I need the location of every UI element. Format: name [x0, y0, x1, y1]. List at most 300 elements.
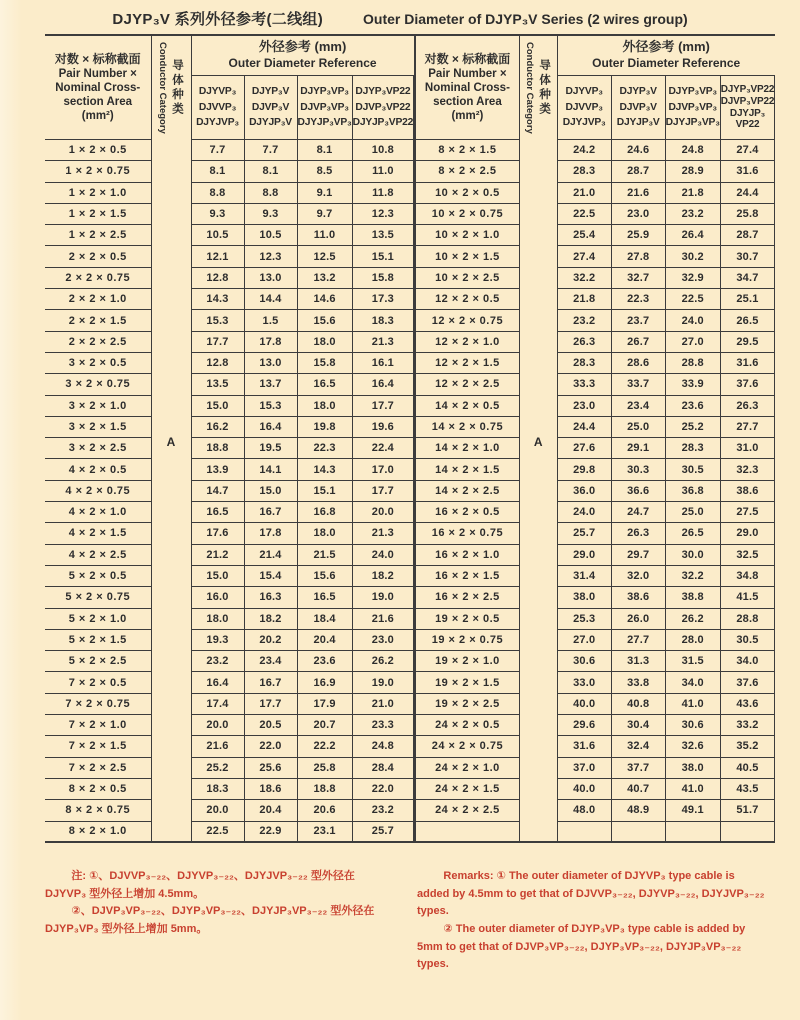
- diameter-value: 25.7: [352, 821, 414, 842]
- diameter-value: 24.0: [665, 310, 720, 331]
- diameter-value: 19.6: [352, 416, 414, 437]
- diameter-value: 20.6: [297, 800, 352, 821]
- diameter-value: 29.7: [611, 544, 665, 565]
- model-name: DJYJP₃V: [616, 117, 660, 129]
- diameter-value: 32.7: [611, 267, 665, 288]
- table-row: [45, 608, 414, 629]
- row-label: 14 × 2 × 1.0: [415, 438, 519, 459]
- conductor-header: [519, 35, 557, 140]
- diameter-value: 7.7: [244, 140, 297, 161]
- diameter-value: 23.2: [352, 800, 414, 821]
- diameter-value: 25.8: [297, 757, 352, 778]
- diameter-value: 25.7: [557, 523, 611, 544]
- diameter-value: 28.8: [720, 608, 774, 629]
- diameter-value: 20.5: [244, 715, 297, 736]
- diameter-value: 17.4: [191, 693, 244, 714]
- diameter-value: 23.7: [611, 310, 665, 331]
- row-label: 7 × 2 × 1.5: [45, 736, 151, 757]
- conductor-header-en: Conductor Category: [157, 41, 168, 134]
- table-row: [415, 246, 775, 267]
- diameter-value: 16.4: [352, 374, 414, 395]
- diameter-value: 24.0: [557, 502, 611, 523]
- footnotes: [45, 868, 800, 974]
- row-label: 12 × 2 × 0.75: [415, 310, 519, 331]
- diameter-value: 14.1: [244, 459, 297, 480]
- diameter-value: 21.3: [352, 523, 414, 544]
- model-name: DJYJP₃: [729, 107, 766, 119]
- diameter-value: 23.0: [557, 395, 611, 416]
- conductor-header-en: Conductor Category: [524, 41, 536, 134]
- diameter-value: 31.5: [665, 651, 720, 672]
- table-row: [415, 672, 775, 693]
- diameter-value: 9.3: [244, 203, 297, 224]
- diameter-group-header-en: Outer Diameter Reference: [592, 56, 741, 71]
- diameter-value: 33.7: [611, 374, 665, 395]
- diameter-value: 41.0: [665, 693, 720, 714]
- diameter-value: 40.0: [557, 693, 611, 714]
- diameter-value: 38.6: [611, 587, 665, 608]
- table-row: [415, 736, 775, 757]
- diameter-value: 16.8: [297, 502, 352, 523]
- diameter-value: 26.7: [611, 331, 665, 352]
- diameter-group-header: [191, 35, 414, 76]
- diameter-value: 21.6: [191, 736, 244, 757]
- diameter-value: 15.1: [297, 480, 352, 501]
- diameter-value: 48.9: [611, 800, 665, 821]
- diameter-value: 7.7: [191, 140, 244, 161]
- model-name: DJYJP₃VP₃: [297, 117, 352, 129]
- diameter-value: 30.7: [720, 246, 774, 267]
- table-row: [45, 416, 414, 437]
- table-row: [415, 225, 775, 246]
- model-name: DJYJVP₃: [196, 117, 239, 129]
- conductor-header-zh: 导体种类: [171, 58, 183, 117]
- diameter-value: 36.0: [557, 480, 611, 501]
- row-label: 24 × 2 × 0.5: [415, 715, 519, 736]
- diameter-value: 21.8: [665, 182, 720, 203]
- diameter-value: 23.6: [665, 395, 720, 416]
- row-label: 2 × 2 × 1.5: [45, 310, 151, 331]
- diameter-value: 19.8: [297, 416, 352, 437]
- table-row: [415, 395, 775, 416]
- table-row: [45, 502, 414, 523]
- diameter-value: 27.5: [720, 502, 774, 523]
- diameter-value: 16.2: [191, 416, 244, 437]
- table-body-left: [45, 140, 414, 843]
- table-row: [415, 140, 775, 161]
- diameter-value: 13.9: [191, 459, 244, 480]
- row-label: 3 × 2 × 2.5: [45, 438, 151, 459]
- diameter-value: 28.9: [665, 161, 720, 182]
- diameter-value: 36.8: [665, 480, 720, 501]
- diameter-value: 18.2: [352, 565, 414, 586]
- diameter-value: 15.3: [244, 395, 297, 416]
- row-label: 7 × 2 × 2.5: [45, 757, 151, 778]
- table-row: [415, 267, 775, 288]
- diameter-value: 41.0: [665, 778, 720, 799]
- table-body-right: [415, 140, 775, 843]
- model-header-cell: [297, 76, 352, 140]
- row-label: 16 × 2 × 1.0: [415, 544, 519, 565]
- diameter-value: 27.0: [665, 331, 720, 352]
- table-row: [415, 352, 775, 373]
- diameter-value: 22.9: [244, 821, 297, 842]
- diameter-value: 22.3: [611, 289, 665, 310]
- row-label: 7 × 2 × 0.75: [45, 693, 151, 714]
- pair-header-en-line: Pair Number ×: [428, 67, 507, 80]
- row-label: 4 × 2 × 1.0: [45, 502, 151, 523]
- table-row: [45, 203, 414, 224]
- diameter-value: 51.7: [720, 800, 774, 821]
- row-label: 3 × 2 × 0.75: [45, 374, 151, 395]
- table-row: [415, 800, 775, 821]
- diameter-value: 41.5: [720, 587, 774, 608]
- diameter-value: 17.3: [352, 289, 414, 310]
- diameter-value: 12.1: [191, 246, 244, 267]
- diameter-value: 24.7: [611, 502, 665, 523]
- diameter-value: 11.0: [352, 161, 414, 182]
- diameter-value: 14.6: [297, 289, 352, 310]
- row-label: 5 × 2 × 1.5: [45, 629, 151, 650]
- diameter-value: 13.7: [244, 374, 297, 395]
- diameter-value: 28.4: [352, 757, 414, 778]
- diameter-value: 32.4: [611, 736, 665, 757]
- diameter-value: 29.6: [557, 715, 611, 736]
- row-label: 3 × 2 × 0.5: [45, 352, 151, 373]
- diameter-value: 40.7: [611, 778, 665, 799]
- diameter-value: 33.2: [720, 715, 774, 736]
- table-row: [45, 459, 414, 480]
- diameter-value: 21.8: [557, 289, 611, 310]
- row-label: 2 × 2 × 0.75: [45, 267, 151, 288]
- diameter-value: 37.6: [720, 672, 774, 693]
- pair-header-en-line: Nominal Cross-: [55, 81, 141, 94]
- row-label: 5 × 2 × 0.75: [45, 587, 151, 608]
- table-row: [415, 182, 775, 203]
- diameter-value: 8.1: [244, 161, 297, 182]
- diameter-value: 28.0: [665, 629, 720, 650]
- row-label: 4 × 2 × 2.5: [45, 544, 151, 565]
- model-name: DJYP₃VP₃: [300, 85, 349, 97]
- table-row: [45, 523, 414, 544]
- pair-header-en-line: section Area: [433, 95, 502, 108]
- diameter-value: 29.0: [720, 523, 774, 544]
- diameter-value: 23.4: [244, 651, 297, 672]
- diameter-value: 23.4: [611, 395, 665, 416]
- pair-header-en-line: section Area: [63, 95, 133, 108]
- diameter-value: 22.5: [557, 203, 611, 224]
- diameter-value: 40.5: [720, 757, 774, 778]
- diameter-value: [665, 821, 720, 842]
- table-row: [415, 821, 775, 842]
- model-name: DJYVP₃: [198, 85, 237, 97]
- diameter-value: 23.2: [665, 203, 720, 224]
- diameter-value: 27.7: [720, 416, 774, 437]
- diameter-value: 10.5: [244, 225, 297, 246]
- table-row: [415, 629, 775, 650]
- note-paragraph: Remarks: ① The outer diameter of DJYVP₃ type cable is added by 4.5mm to get that of DJVVP₃₋₂₂, DJYVP₃₋₂₂, DJYJVP₃₋₂₂ types.: [417, 870, 765, 918]
- diameter-value: 26.3: [557, 331, 611, 352]
- diameter-value: 15.0: [191, 565, 244, 586]
- diameter-value: 20.4: [297, 629, 352, 650]
- model-header-cell: [611, 76, 665, 140]
- table-row: [415, 757, 775, 778]
- table-row: [415, 693, 775, 714]
- conductor-header: [151, 35, 191, 140]
- diameter-value: 24.2: [557, 140, 611, 161]
- row-label: 12 × 2 × 0.5: [415, 289, 519, 310]
- table-row: [415, 459, 775, 480]
- diameter-value: 26.3: [720, 395, 774, 416]
- diameter-value: 17.8: [244, 331, 297, 352]
- diameter-tables: [45, 34, 800, 843]
- pair-header-en-line: Pair Number ×: [58, 67, 137, 80]
- row-label: 1 × 2 × 2.5: [45, 225, 151, 246]
- diameter-value: 19.5: [244, 438, 297, 459]
- pair-header-zh: 对数 × 标称截面: [424, 52, 511, 67]
- diameter-value: 22.4: [352, 438, 414, 459]
- diameter-value: 17.7: [352, 395, 414, 416]
- model-header-cell: [557, 76, 611, 140]
- diameter-group-header-en: Outer Diameter Reference: [228, 56, 377, 71]
- table-row: [45, 480, 414, 501]
- diameter-value: 34.8: [720, 565, 774, 586]
- table-row: [45, 778, 414, 799]
- diameter-value: 26.4: [665, 225, 720, 246]
- diameter-value: 28.3: [665, 438, 720, 459]
- row-label: 10 × 2 × 1.5: [415, 246, 519, 267]
- diameter-value: 11.0: [297, 225, 352, 246]
- diameter-value: 18.0: [191, 608, 244, 629]
- diameter-value: 1.5: [244, 310, 297, 331]
- diameter-value: 16.4: [191, 672, 244, 693]
- diameter-value: 18.2: [244, 608, 297, 629]
- diameter-value: 37.0: [557, 757, 611, 778]
- table-row: [45, 352, 414, 373]
- table-row: [45, 821, 414, 842]
- model-name: DJYP₃VP22: [355, 85, 411, 97]
- diameter-value: 15.6: [297, 310, 352, 331]
- table-row: [415, 310, 775, 331]
- diameter-value: 30.5: [720, 629, 774, 650]
- diameter-value: 18.3: [191, 778, 244, 799]
- model-name: DJYP₃V: [251, 85, 290, 97]
- table-row: [45, 310, 414, 331]
- table-row: [415, 715, 775, 736]
- diameter-value: 17.6: [191, 523, 244, 544]
- diameter-value: 25.0: [665, 502, 720, 523]
- diameter-value: 20.0: [191, 715, 244, 736]
- row-label: 2 × 2 × 1.0: [45, 289, 151, 310]
- table-row: [45, 544, 414, 565]
- diameter-value: 21.5: [297, 544, 352, 565]
- model-name: DJYJP₃VP₃: [665, 117, 720, 129]
- table-row: [45, 182, 414, 203]
- row-label: 12 × 2 × 2.5: [415, 374, 519, 395]
- row-label: 16 × 2 × 1.5: [415, 565, 519, 586]
- diameter-value: 23.1: [297, 821, 352, 842]
- diameter-value: 27.4: [557, 246, 611, 267]
- page-title-en: Outer Diameter of DJYP₃V Series (2 wires group): [363, 11, 688, 27]
- diameter-value: 27.6: [557, 438, 611, 459]
- pair-header: [415, 35, 519, 140]
- row-label: 19 × 2 × 0.5: [415, 608, 519, 629]
- diameter-value: 21.3: [352, 331, 414, 352]
- diameter-value: 14.3: [191, 289, 244, 310]
- diameter-value: 25.6: [244, 757, 297, 778]
- diameter-value: 31.6: [720, 161, 774, 182]
- diameter-value: 24.0: [352, 544, 414, 565]
- diameter-value: 15.1: [352, 246, 414, 267]
- diameter-value: 26.2: [665, 608, 720, 629]
- diameter-value: 17.8: [244, 523, 297, 544]
- diameter-value: 12.3: [244, 246, 297, 267]
- row-label: 14 × 2 × 2.5: [415, 480, 519, 501]
- diameter-value: 38.8: [665, 587, 720, 608]
- table-row: [45, 395, 414, 416]
- diameter-value: 48.0: [557, 800, 611, 821]
- diameter-value: 43.5: [720, 778, 774, 799]
- pair-header: [45, 35, 151, 140]
- diameter-value: 8.8: [191, 182, 244, 203]
- diameter-value: 34.0: [665, 672, 720, 693]
- diameter-value: 9.1: [297, 182, 352, 203]
- diameter-value: 21.4: [244, 544, 297, 565]
- diameter-value: 25.4: [557, 225, 611, 246]
- table-row: [45, 587, 414, 608]
- diameter-value: 33.9: [665, 374, 720, 395]
- diameter-group-header-zh: 外径参考 (mm): [258, 39, 347, 55]
- model-name: DJVP₃V: [619, 101, 657, 113]
- table-row: [45, 672, 414, 693]
- row-label: 7 × 2 × 0.5: [45, 672, 151, 693]
- diameter-value: 34.7: [720, 267, 774, 288]
- row-label: 14 × 2 × 0.75: [415, 416, 519, 437]
- diameter-value: 25.0: [611, 416, 665, 437]
- diameter-value: 16.9: [297, 672, 352, 693]
- table-row: [45, 438, 414, 459]
- row-label: 10 × 2 × 2.5: [415, 267, 519, 288]
- diameter-value: 21.6: [611, 182, 665, 203]
- diameter-value: 18.6: [244, 778, 297, 799]
- diameter-value: 18.0: [297, 523, 352, 544]
- diameter-value: 16.7: [244, 502, 297, 523]
- diameter-value: 25.8: [720, 203, 774, 224]
- page-title-zh: DJYP₃V 系列外径参考(二线组): [112, 11, 323, 28]
- diameter-value: 14.4: [244, 289, 297, 310]
- diameter-value: 11.8: [352, 182, 414, 203]
- diameter-value: [611, 821, 665, 842]
- row-label: 16 × 2 × 0.75: [415, 523, 519, 544]
- row-label: 14 × 2 × 1.5: [415, 459, 519, 480]
- row-label: 12 × 2 × 1.0: [415, 331, 519, 352]
- diameter-value: 28.3: [557, 352, 611, 373]
- diameter-value: 15.6: [297, 565, 352, 586]
- table-row: [415, 587, 775, 608]
- model-name: DJYJP₃V: [249, 117, 292, 129]
- table-row: [415, 778, 775, 799]
- table-row: [45, 140, 414, 161]
- diameter-value: 8.1: [297, 140, 352, 161]
- table-row: [45, 800, 414, 821]
- diameter-value: 19.0: [352, 587, 414, 608]
- diameter-value: 15.3: [191, 310, 244, 331]
- model-header-cell: [352, 76, 414, 140]
- diameter-value: 32.3: [720, 459, 774, 480]
- diameter-value: 40.0: [557, 778, 611, 799]
- diameter-value: 9.7: [297, 203, 352, 224]
- diameter-value: 30.6: [557, 651, 611, 672]
- row-label: 5 × 2 × 0.5: [45, 565, 151, 586]
- diameter-value: 20.2: [244, 629, 297, 650]
- diameter-value: 10.8: [352, 140, 414, 161]
- diameter-value: 22.2: [297, 736, 352, 757]
- row-label: 16 × 2 × 0.5: [415, 502, 519, 523]
- diameter-value: 22.3: [297, 438, 352, 459]
- row-label: 19 × 2 × 2.5: [415, 693, 519, 714]
- row-label: 19 × 2 × 0.75: [415, 629, 519, 650]
- row-label: 8 × 2 × 0.75: [45, 800, 151, 821]
- table-row: [45, 757, 414, 778]
- row-label: 3 × 2 × 1.0: [45, 395, 151, 416]
- diameter-value: 17.7: [244, 693, 297, 714]
- diameter-value: 28.6: [611, 352, 665, 373]
- row-label: 10 × 2 × 0.5: [415, 182, 519, 203]
- diameter-value: 38.0: [557, 587, 611, 608]
- diameter-value: 32.2: [557, 267, 611, 288]
- diameter-value: 24.4: [720, 182, 774, 203]
- diameter-value: 28.7: [611, 161, 665, 182]
- model-name: DJVP₃VP₃: [668, 101, 717, 113]
- table-row: [415, 438, 775, 459]
- row-label: 24 × 2 × 0.75: [415, 736, 519, 757]
- diameter-value: 38.6: [720, 480, 774, 501]
- diameter-value: 18.0: [297, 331, 352, 352]
- table-row: [45, 565, 414, 586]
- row-label: 4 × 2 × 1.5: [45, 523, 151, 544]
- diameter-value: 17.7: [191, 331, 244, 352]
- diameter-value: 37.6: [720, 374, 774, 395]
- row-label: 7 × 2 × 1.0: [45, 715, 151, 736]
- diameter-value: 30.3: [611, 459, 665, 480]
- diameter-value: 33.8: [611, 672, 665, 693]
- diameter-value: 21.0: [557, 182, 611, 203]
- diameter-value: 16.0: [191, 587, 244, 608]
- diameter-value: 16.5: [297, 374, 352, 395]
- table-row: [415, 651, 775, 672]
- model-header-cell: [244, 76, 297, 140]
- diameter-value: 18.3: [352, 310, 414, 331]
- diameter-value: 25.2: [191, 757, 244, 778]
- diameter-value: 14.3: [297, 459, 352, 480]
- diameter-value: 16.3: [244, 587, 297, 608]
- diameter-value: 18.8: [297, 778, 352, 799]
- diameter-value: 18.8: [191, 438, 244, 459]
- table-row: [45, 246, 414, 267]
- diameter-value: 30.2: [665, 246, 720, 267]
- model-name: VP22: [735, 119, 760, 131]
- diameter-table-left: [45, 34, 414, 843]
- diameter-value: 20.0: [191, 800, 244, 821]
- diameter-value: 19.3: [191, 629, 244, 650]
- table-row: [415, 203, 775, 224]
- diameter-value: 27.8: [611, 246, 665, 267]
- diameter-value: 20.7: [297, 715, 352, 736]
- diameter-value: 25.1: [720, 289, 774, 310]
- diameter-value: 31.4: [557, 565, 611, 586]
- table-row: [45, 693, 414, 714]
- diameter-value: 29.1: [611, 438, 665, 459]
